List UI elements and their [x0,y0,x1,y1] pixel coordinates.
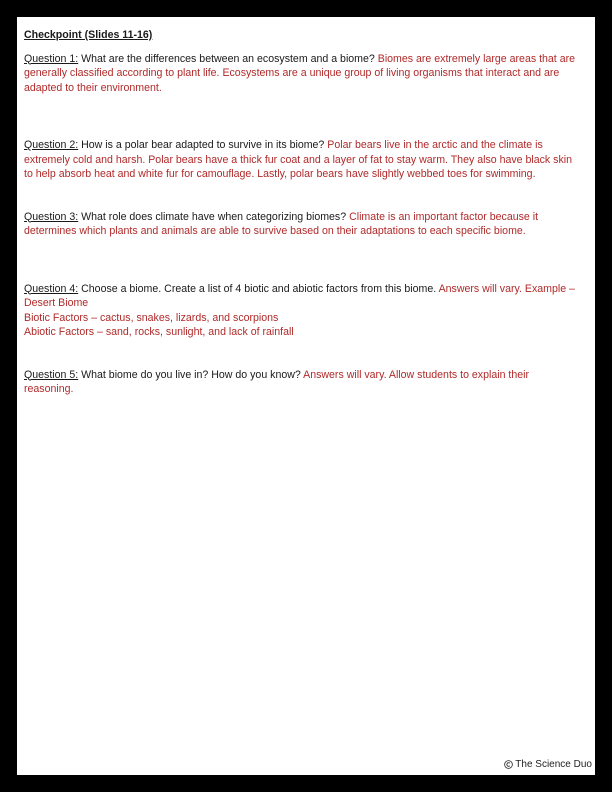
question-5-answer: Answers will vary. Allow students to explain their reasoning. [24,368,530,395]
question-2-answer: Polar bears live in the arctic and the climate is extremely cold and harsh. Polar bears have a thick fur coat and a layer of fat to stay warm. They also have black skin to help absorb heat and white fur for camouflage. Lastly, polar bears have slightly webbed toes for swimming. [24,139,573,180]
worksheet-content [24,28,580,397]
question-5-label: Question 5: [24,368,79,381]
question-2-prompt: How is a polar bear adapted to survive in its biome? [78,139,328,151]
copyright-icon [504,760,513,769]
question-4-abiotic-factors: Abiotic Factors – sand, rocks, sunlight, and lack of rainfall [24,326,294,338]
question-3-answer: Climate is an important factor because it determines which plants and animals are able to survive based on their adaptations to each specific biome. [24,210,539,237]
question-4-biotic-factors: Biotic Factors – cactus, snakes, lizards, and scorpions [24,311,279,324]
question-1-label: Question 1: [24,52,79,65]
question-4 [24,282,580,340]
question-3 [24,210,580,239]
question-1-answer: Biomes are extremely large areas that are generally classified according to plant life. Ecosystems are a unique group of living organisms that interact and are adapted to their environment. [24,52,576,94]
question-2 [24,138,580,182]
question-2-label: Question 2: [24,139,79,151]
page-title: Checkpoint (Slides 11-16) [24,29,153,41]
question-4-answer: Answers will vary. Example – Desert Biome [24,282,575,309]
question-3-label: Question 3: [24,210,79,223]
footer-credit [504,759,592,770]
footer-text: The Science Duo [515,759,592,770]
question-1-prompt: What are the differences between an ecosystem and a biome? [78,52,378,65]
question-3-prompt: What role does climate have when categorizing biomes? [78,210,350,223]
question-5-prompt: What biome do you live in? How do you know? [78,368,304,381]
question-4-label: Question 4: [24,282,79,295]
question-4-prompt: Choose a biome. Create a list of 4 biotic and abiotic factors from this biome. [78,282,439,295]
question-5 [24,368,580,397]
page-sheet [17,17,595,775]
question-1 [24,52,580,96]
